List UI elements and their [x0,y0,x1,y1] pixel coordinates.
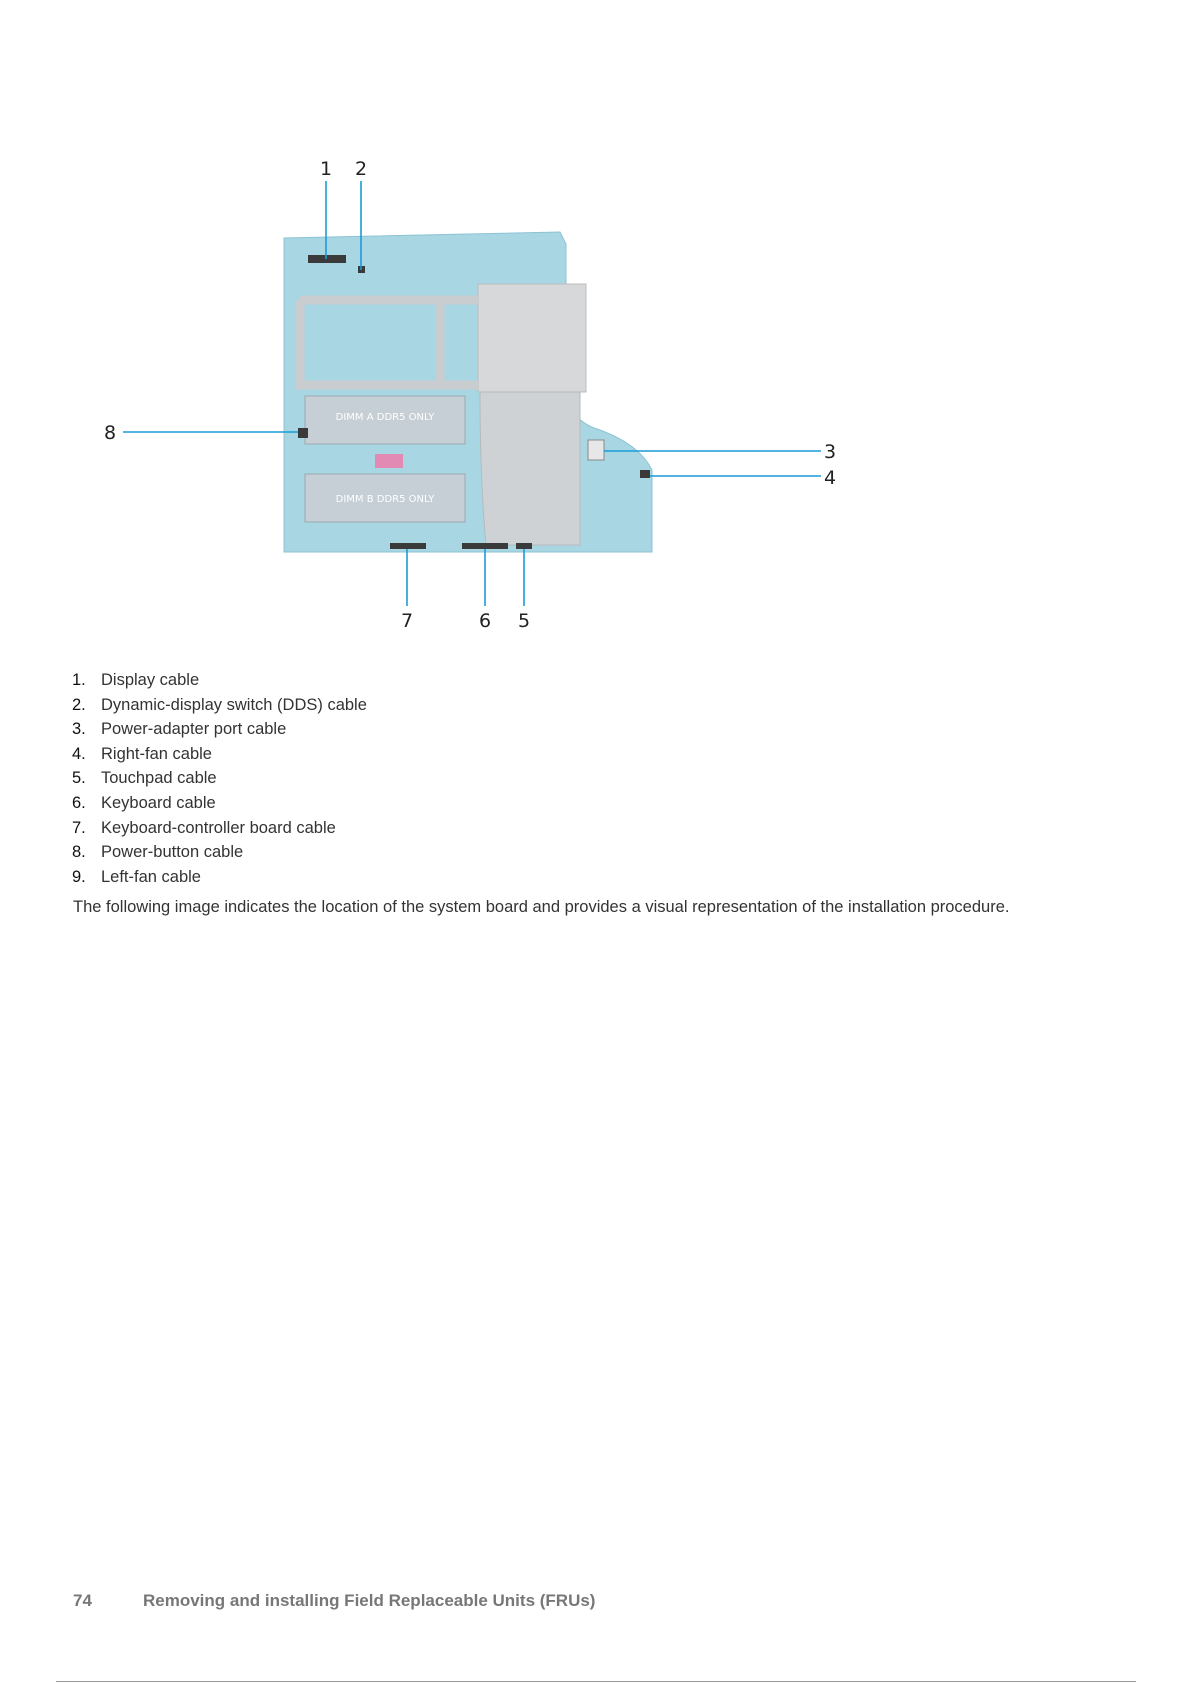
power-adapter-connector [588,440,604,460]
list-item-number: 3. [72,720,86,739]
dimm-a-label: DIMM A DDR5 ONLY [335,412,435,423]
callout-2: 2 [354,158,368,180]
dimm-center-chip [375,454,403,468]
list-item-number: 6. [72,793,86,812]
callout-4: 4 [823,467,837,489]
page-number: 74 [73,1591,92,1610]
kb-controller-connector [390,543,426,549]
list-item [72,865,367,890]
callout-3: 3 [823,441,837,463]
list-item [72,840,367,865]
section-title: Removing and installing Field Replaceable Units (FRUs) [143,1591,596,1610]
list-item-label: Keyboard-controller board cable [101,818,336,837]
list-item-label: Right-fan cable [101,744,212,763]
page-footer [73,1591,595,1611]
callout-8: 8 [103,422,117,444]
power-button-connector [298,428,308,438]
list-item-number: 7. [72,818,86,837]
list-item-label: Power-button cable [101,843,244,862]
list-item-label: Dynamic-display switch (DDS) cable [101,695,367,714]
list-item-number: 9. [72,867,86,886]
right-fan-connector [640,470,650,478]
list-item [72,668,367,693]
list-item [72,717,367,742]
system-board-illustration [0,0,1191,680]
footer-divider [56,1681,1136,1682]
list-item [72,816,367,841]
callout-1: 1 [319,158,333,180]
list-item-label: Touchpad cable [101,769,217,788]
list-item-number: 8. [72,843,86,862]
display-connector [308,255,346,263]
callout-6: 6 [478,610,492,632]
list-item-label: Left-fan cable [101,867,201,886]
list-item-number: 1. [72,671,86,689]
dimm-b-label: DIMM B DDR5 ONLY [335,494,435,505]
callout-legend [72,668,367,889]
callout-7: 7 [400,610,414,632]
list-item-number: 2. [72,695,86,714]
list-item-number: 4. [72,744,86,763]
list-item-label: Power-adapter port cable [101,720,287,739]
touchpad-connector [516,543,532,549]
list-item [72,791,367,816]
list-item [72,693,367,718]
list-item-label: Display cable [101,671,200,689]
list-item [72,742,367,767]
keyboard-connector [462,543,508,549]
figure-caption: The following image indicates the location of the system board and provides a visual representation of the installation procedure. [73,898,1010,916]
list-item-label: Keyboard cable [101,793,216,812]
lower-shield [480,392,580,545]
cpu-shield [478,284,586,392]
callout-5: 5 [517,610,531,632]
list-item-number: 5. [72,769,86,788]
list-item [72,766,367,791]
